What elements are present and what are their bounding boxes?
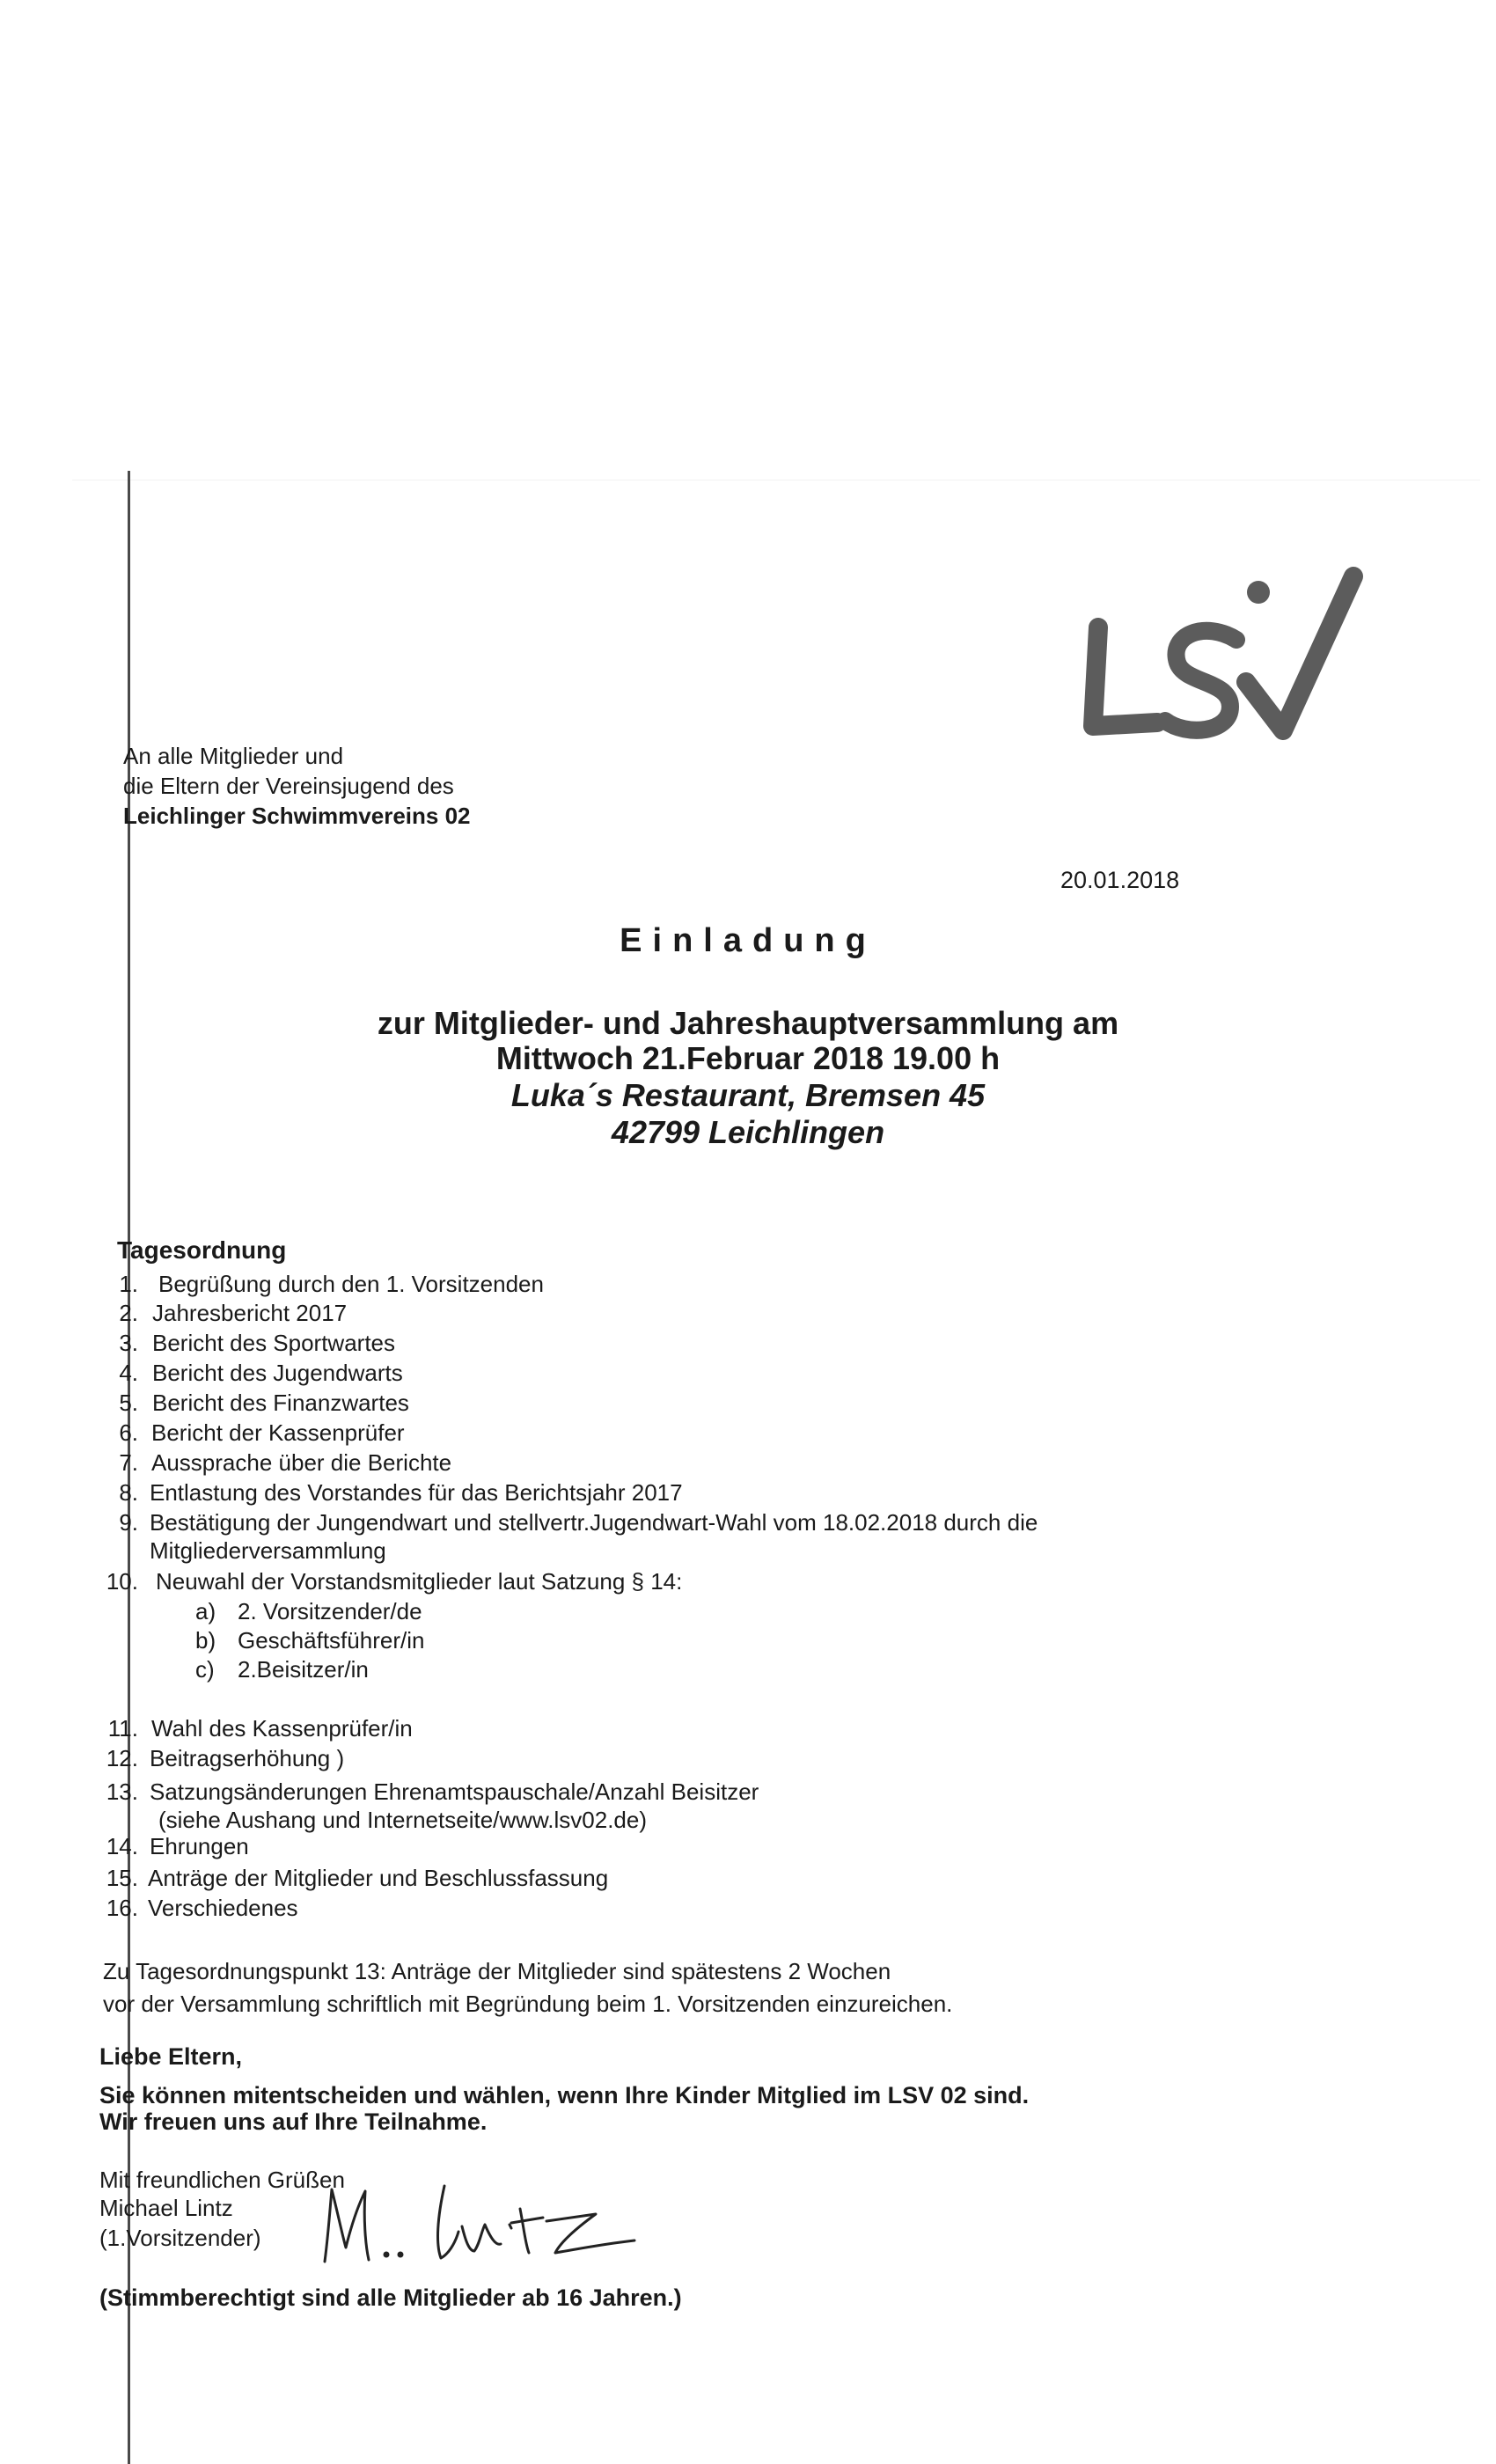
recipient-line-2: die Eltern der Vereinsjugend des bbox=[123, 773, 454, 799]
agenda-item-continuation: (siehe Aushang und Internetseite/www.lsv02.de) bbox=[158, 1807, 648, 1833]
closing-greeting: Mit freundlichen Grüßen bbox=[99, 2167, 345, 2193]
signer-name: Michael Lintz bbox=[99, 2195, 233, 2221]
recipient-line-3: Leichlinger Schwimmvereins 02 bbox=[123, 803, 471, 829]
handwritten-signature bbox=[312, 2174, 656, 2270]
letter-date: 20.01.2018 bbox=[1060, 867, 1180, 893]
parents-greeting: Liebe Eltern, bbox=[99, 2043, 243, 2070]
agenda-heading: Tagesordnung bbox=[117, 1236, 287, 1264]
voting-note: (Stimmberechtigt sind alle Mitglieder ab 16 Jahren.) bbox=[99, 2284, 682, 2311]
parents-line-2: Sie können mitentscheiden und wählen, wenn Ihre Kinder Mitglied im LSV 02 sind. bbox=[99, 2082, 1030, 2108]
event-line-2: Mittwoch 21.Februar 2018 19.00 h bbox=[495, 1040, 1001, 1076]
letter-title: Einladung bbox=[620, 922, 876, 959]
event-city: 42799 Leichlingen bbox=[611, 1114, 885, 1150]
note-line-1: Zu Tagesordnungspunkt 13: Anträge der Mitglieder sind spätestens 2 Wochen bbox=[103, 1958, 891, 1984]
agenda-item-continuation: Mitgliederversammlung bbox=[150, 1537, 386, 1564]
recipient-line-1: An alle Mitglieder und bbox=[123, 743, 344, 769]
event-location: Luka´s Restaurant, Bremsen 45 bbox=[510, 1077, 986, 1113]
lsv-logo-icon bbox=[1074, 550, 1364, 748]
event-line-1: zur Mitglieder- und Jahreshauptversammlung am bbox=[377, 1005, 1119, 1041]
signer-role: (1.Vorsitzender) bbox=[99, 2225, 261, 2251]
note-line-2: vor der Versammlung schriftlich mit Begründung beim 1. Vorsitzenden einzureichen. bbox=[103, 1991, 953, 2017]
document-page: An alle Mitglieder und die Eltern der Vereinsjugend des Leichlinger Schwimmvereins 02 20.01.2018 Einladung zur Mitglieder- und Jahreshauptversammlung am Mittwoch 21.Februar 2018 19.00 h Luka´s Restaurant, Bremsen 45 42799 Leichlingen Tagesordnung 1. Begrüßung durch den 1. Vorsitzenden 2. Jahresbericht 2017 3. Bericht des Sportwartes 4. Bericht des Jugendwarts 5. Bericht des Finanzwartes 6. Bericht der Kassenprüfer 7. Aussprache über die Berichte 8. Entlastung des Vorstandes für das Berichtsjahr 2017 9. Bestätigung der Jungendwart und stellvertr.Jugendwart-Wahl vom 18.02.2018 durch die Mitgliederversammlung 10. Neuwahl der Vorstandsmitglieder laut Satzung § 14: a) 2. Vorsitzender/de b) Geschäftsführer/in c) 2.Beisitzer/in 11. Wahl des Kassenprüfer/in 12. Beitragserhöhung ) 13. Satzungsänderungen Ehrenamtspauschale/Anzahl Beisitzer (siehe Aushang und Internetseite/www.lsv02.de) 14. Ehrungen 15. Anträge der Mitglieder und Beschlussfassung 16. Verschiedenes Zu Tagesordnungspunkt 13: Anträge der Mitglieder sind spätestens 2 Wochen vor der Versammlung schriftlich mit Begründung beim 1. Vorsitzenden einzureichen. Liebe Eltern, Sie können mitentscheiden und wählen, wenn Ihre Kinder Mitglied im LSV 02 sind. Wir freuen uns auf Ihre Teilnahme. Mit freundlichen Grüßen Michael Lintz (1.Vorsitzender) (Stimmberechtigt sind alle Mitglieder ab 16 Jahren.) bbox=[0, 0, 1496, 2464]
parents-line-3: Wir freuen uns auf Ihre Teilnahme. bbox=[99, 2108, 488, 2135]
